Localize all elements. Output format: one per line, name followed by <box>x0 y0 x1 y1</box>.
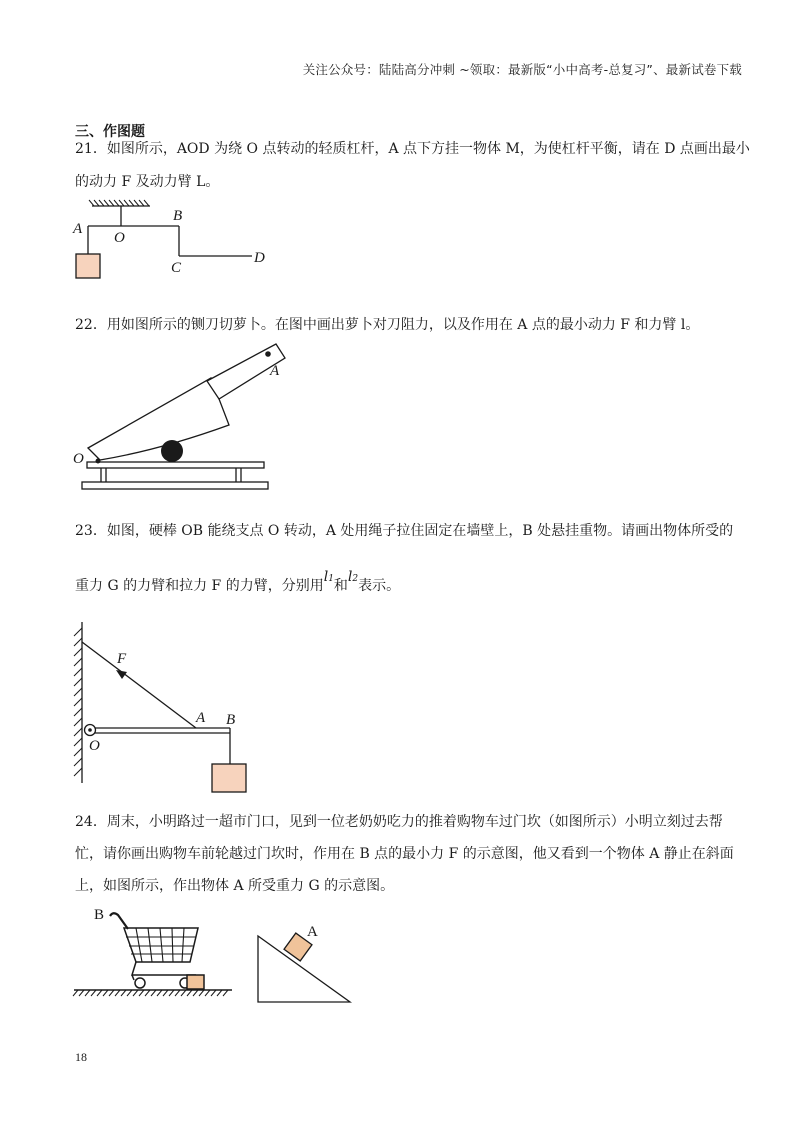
q23-l2-letter: l <box>347 569 353 585</box>
q24-label-b: B <box>94 907 105 923</box>
q23-label-a: A <box>196 710 206 726</box>
q21-label-o: O <box>114 230 125 246</box>
q24-text-line1: 24．周末，小明路过一超市门口，见到一位老奶奶吃力的推着购物车过门坎（如图所示）小明立刻过去帮 <box>75 814 723 830</box>
q22-text-line1: 22．用如图所示的铡刀切萝卜。在图中画出萝卜对刀阻力，以及作用在 A 点的最小动力 F 和力臂 l。 <box>75 317 700 333</box>
q24-incline-figure <box>258 933 350 1002</box>
q23-wall-hatch <box>74 628 82 776</box>
q22-label-o: O <box>73 451 84 467</box>
q22-board-bottom <box>82 482 268 489</box>
q22-figure <box>82 344 285 489</box>
q21-label-d: D <box>254 250 265 266</box>
q22-blade <box>88 378 229 460</box>
q23-and: 和 <box>333 578 348 594</box>
q21-figure <box>76 200 252 278</box>
q23-label-o: O <box>89 738 100 754</box>
q23-l2-sub: 2 <box>352 574 359 584</box>
q22-pivot-dot <box>96 459 101 464</box>
q23-weight <box>212 764 246 792</box>
q24-cart-figure <box>73 913 232 996</box>
q23-pivot-center <box>88 728 92 732</box>
q22-label-a: A <box>270 363 280 379</box>
q23-line2-start: 重力 G 的力臂和拉力 F 的力臂，分别用 <box>75 578 324 594</box>
q21-weight-m <box>76 254 100 278</box>
q22-radish <box>161 440 183 462</box>
q21-label-c: C <box>171 260 182 276</box>
header-notice: 关注公众号：陆陆高分冲刺 ~领取：最新版“小中高考-总复习”、最新试卷下载 <box>302 62 742 77</box>
q24-cart-handle <box>110 913 128 929</box>
q23-l1-sub: 1 <box>328 574 334 584</box>
q23-figure <box>74 622 246 792</box>
q24-threshold <box>187 975 204 989</box>
q23-l1-letter: l <box>323 569 329 585</box>
q24-ground-hatch <box>73 990 228 996</box>
q23-rope <box>82 642 196 728</box>
q21-text-line2: 的动力 F 及动力臂 L。 <box>75 174 220 190</box>
page-number: 18 <box>75 1050 87 1064</box>
q23-label-f: F <box>117 651 127 667</box>
q21-ceiling-hatch <box>89 200 149 206</box>
q24-cart-grid <box>126 928 196 962</box>
q21-label-b: B <box>173 208 183 224</box>
q24-text-line3: 上，如图所示，作出物体 A 所受重力 G 的示意图。 <box>75 878 395 894</box>
q24-cart-wheel-rear <box>135 978 145 988</box>
q22-handle-dot <box>265 351 271 357</box>
q24-text-line2: 忙，请你画出购物车前轮越过门坎时，作用在 B 点的最小力 F 的示意图，他又看到一个物体 A 静止在斜面 <box>75 846 734 862</box>
q24-label-a: A <box>307 924 318 940</box>
q23-line2-end: 表示。 <box>358 578 401 594</box>
q22-board-top <box>87 462 264 468</box>
q21-text-line1: 21．如图所示，AOD 为绕 O 点转动的轻质杠杆，A 点下方挂一物体 M，为使杠杆平衡，请在 D 点画出最小 <box>75 141 750 157</box>
section-title: 三、作图题 <box>75 124 145 140</box>
q23-label-b: B <box>226 712 236 728</box>
q23-text-line1: 23．如图，硬棒 OB 能绕支点 O 转动，A 处用绳子拉住固定在墙壁上，B 处悬挂重物。请画出物体所受的 <box>75 523 734 539</box>
q21-label-a: A <box>73 221 83 237</box>
